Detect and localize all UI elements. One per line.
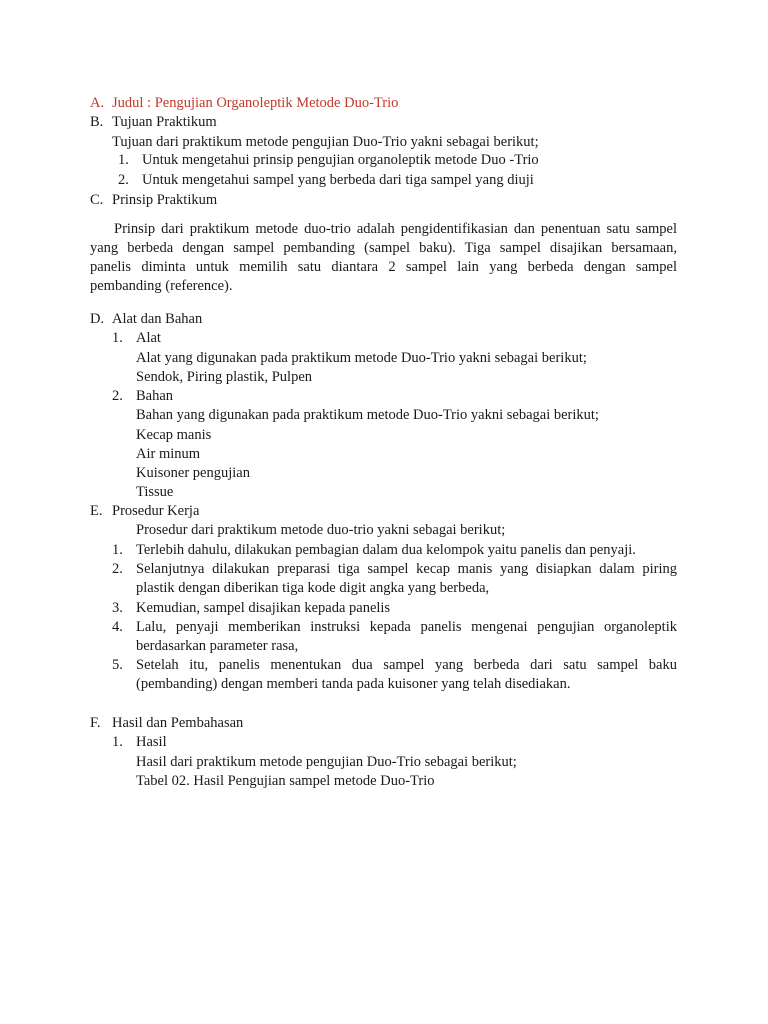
section-e-letter: E.: [90, 503, 103, 519]
document-title: Judul : Pengujian Organoleptik Metode Duo-Trio: [112, 95, 399, 111]
list-item-number: 3.: [112, 600, 123, 616]
alat-line: Alat yang digunakan pada praktikum metode Duo-Trio yakni sebagai berikut;: [136, 350, 587, 366]
bahan-line: Kuisoner pengujian: [136, 465, 250, 481]
bahan-line: Kecap manis: [136, 427, 212, 443]
list-item-number: 1.: [112, 542, 123, 558]
paragraph-line: yang berbeda dengan sampel pembanding (sampel baku). Tiga sampel disajikan bersamaan,: [90, 240, 677, 256]
section-f-title: Hasil dan Pembahasan: [112, 715, 244, 731]
section-c-title: Prinsip Praktikum: [112, 192, 218, 208]
list-item: [136, 618, 677, 656]
section-b-intro: Tujuan dari praktikum metode pengujian Duo-Trio yakni sebagai berikut;: [112, 134, 539, 150]
list-item-line: berdasarkan parameter rasa,: [136, 638, 299, 654]
bahan-line: Air minum: [136, 446, 201, 462]
list-item: Terlebih dahulu, dilakukan pembagian dalam dua kelompok yaitu panelis dan penyaji.: [136, 542, 636, 558]
subsection-hasil-title: Hasil: [136, 734, 167, 750]
list-item-line: Setelah itu, panelis menentukan dua sampel yang berbeda dari satu sampel baku: [136, 657, 677, 673]
paragraph-line: Prinsip dari praktikum metode duo-trio adalah pengidentifikasian dan penentuan satu sampel: [114, 221, 677, 237]
paragraph-line: panelis diminta untuk memilih satu diantara 2 sampel lain yang berbeda dengan sampel: [90, 259, 677, 275]
paragraph-line: pembanding (reference).: [90, 278, 233, 294]
section-e-intro: Prosedur dari praktikum metode duo-trio yakni sebagai berikut;: [136, 522, 506, 538]
hasil-line: Hasil dari praktikum metode pengujian Duo-Trio sebagai berikut;: [136, 754, 517, 770]
list-item-number: 5.: [112, 657, 123, 673]
list-item: Untuk mengetahui sampel yang berbeda dari tiga sampel yang diuji: [142, 172, 534, 188]
list-item-line: Lalu, penyaji memberikan instruksi kepada panelis mengenai pengujian organoleptik: [136, 619, 677, 635]
list-item: Kemudian, sampel disajikan kepada panelis: [136, 600, 391, 616]
alat-line: Sendok, Piring plastik, Pulpen: [136, 369, 313, 385]
bahan-line: Tissue: [136, 484, 174, 500]
subsection-number: 2.: [112, 388, 123, 404]
list-item: [136, 656, 677, 694]
list-item-number: 1.: [118, 152, 129, 168]
list-item-number: 2.: [112, 561, 123, 577]
section-b-title: Tujuan Praktikum: [112, 114, 217, 130]
table-caption: Tabel 02. Hasil Pengujian sampel metode Duo-Trio: [136, 773, 435, 789]
list-item-number: 4.: [112, 619, 123, 635]
subsection-bahan-title: Bahan: [136, 388, 174, 404]
subsection-alat-title: Alat: [136, 330, 161, 346]
subsection-number: 1.: [112, 734, 123, 750]
list-item-line: Selanjutnya dilakukan preparasi tiga sampel kecap manis yang disiapkan dalam piring: [136, 561, 677, 577]
section-c-letter: C.: [90, 192, 104, 208]
section-b-letter: B.: [90, 114, 104, 130]
section-c-paragraph: [90, 220, 677, 296]
subsection-number: 1.: [112, 330, 123, 346]
list-item: Untuk mengetahui prinsip pengujian organoleptik metode Duo -Trio: [142, 152, 539, 168]
section-f-letter: F.: [90, 715, 101, 731]
section-e-title: Prosedur Kerja: [112, 503, 200, 519]
section-d-letter: D.: [90, 311, 105, 327]
list-item: [136, 560, 677, 598]
section-a-letter: A.: [90, 95, 105, 111]
bahan-line: Bahan yang digunakan pada praktikum metode Duo-Trio yakni sebagai berikut;: [136, 407, 599, 423]
list-item-line: (pembanding) dengan memberi tanda pada kuisoner yang telah disediakan.: [136, 676, 571, 692]
section-d-title: Alat dan Bahan: [112, 311, 203, 327]
list-item-number: 2.: [118, 172, 129, 188]
list-item-line: plastik dengan diberikan tiga kode digit angka yang berbeda,: [136, 580, 490, 596]
